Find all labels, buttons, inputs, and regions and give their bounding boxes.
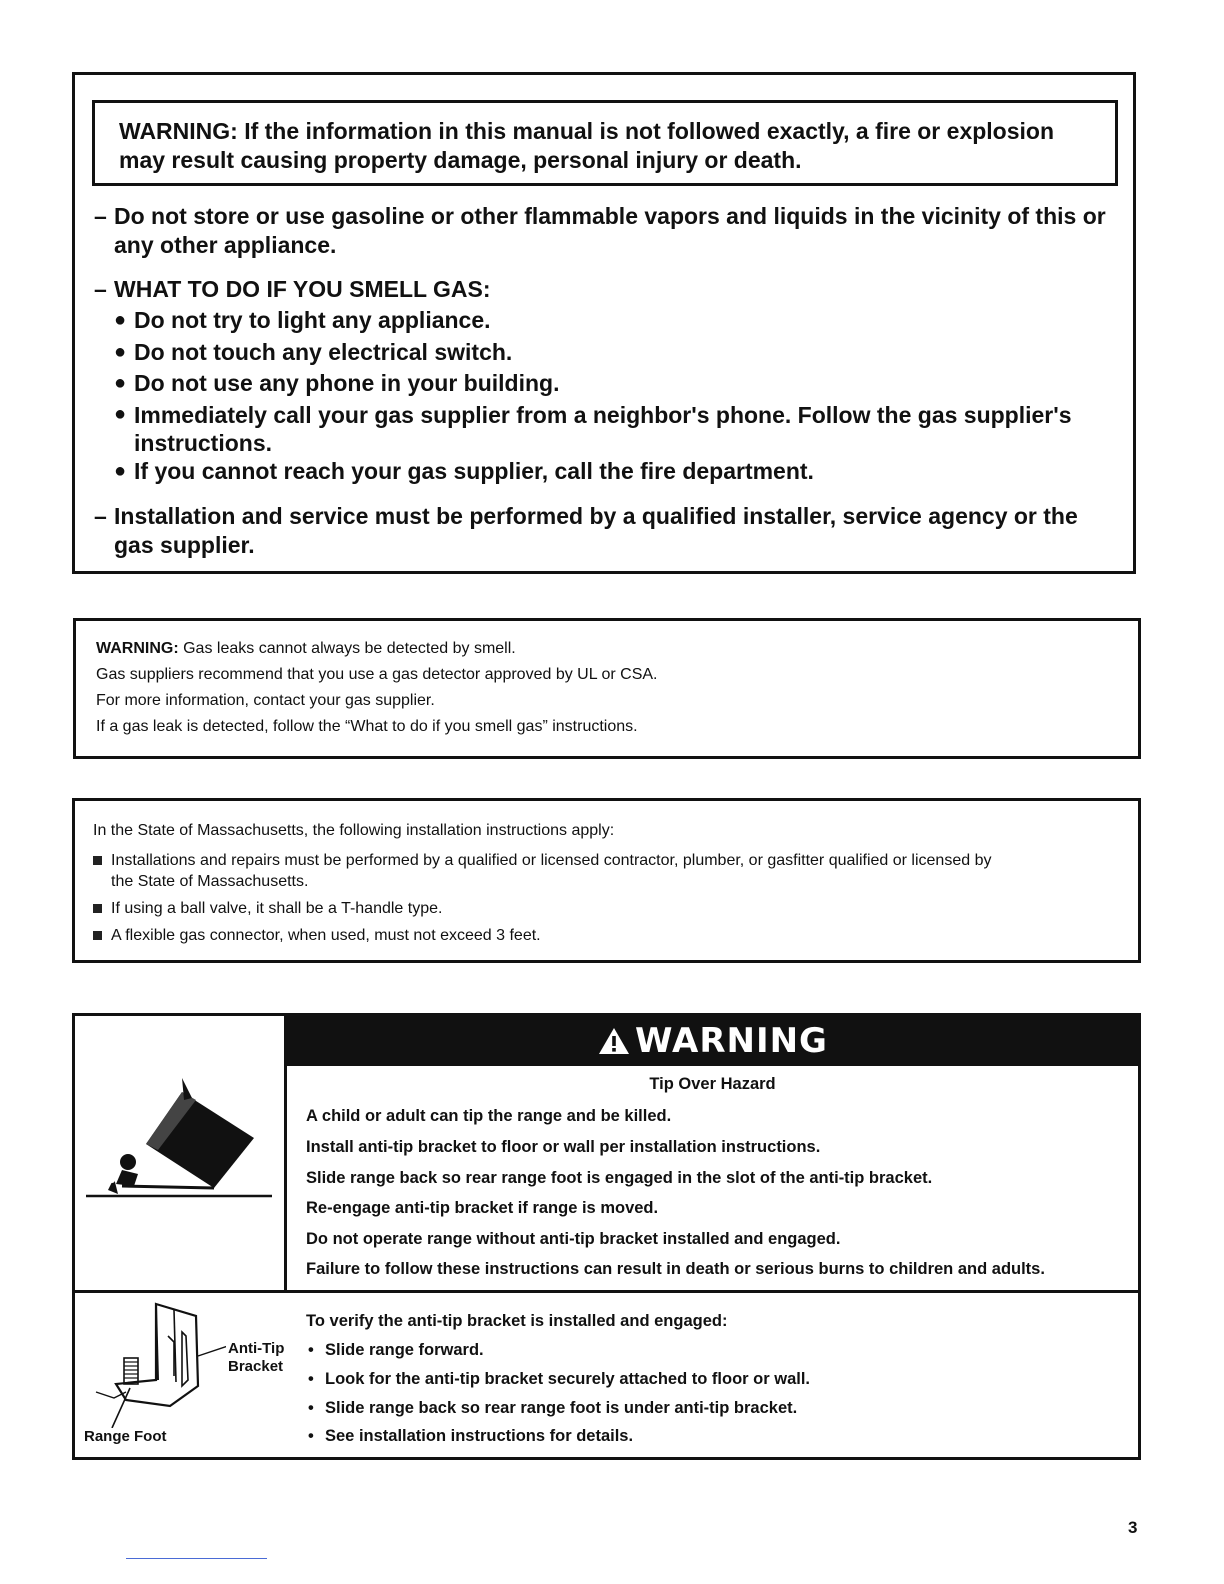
bullet-item: ● Do not use any phone in your building.: [114, 370, 560, 396]
tip-over-line: Slide range back so rear range foot is engaged in the slot of the anti-tip bracket.: [306, 1169, 933, 1187]
warning-banner: WARNING: [287, 1016, 1138, 1066]
tip-over-line: Re-engage anti-tip bracket if range is moved.: [306, 1199, 659, 1217]
tip-over-line: Failure to follow these instructions can result in death or serious burns to children and adults.: [306, 1260, 1045, 1278]
tip-over-line: Do not operate range without anti-tip bracket installed and engaged.: [306, 1230, 841, 1248]
bullet-item: ● If you cannot reach your gas supplier, call the fire department.: [114, 458, 814, 484]
divider: [72, 1290, 1141, 1293]
page-number: 3: [1128, 1518, 1138, 1537]
massachusetts-item: Installations and repairs must be performed by a qualified or licensed contractor, plumber, or gasfitter qualified or licensed by: [111, 852, 992, 869]
fire-explosion-warning-text: WARNING: If the information in this manual is not followed exactly, a fire or explosion may result causing property damage, personal injury or death.: [119, 118, 1055, 173]
gas-leak-line: If a gas leak is detected, follow the “What to do if you smell gas” instructions.: [96, 718, 638, 735]
gas-leak-warning-box: [73, 618, 1141, 759]
bullet-item: ● Immediately call your gas supplier from a neighbor's phone. Follow the gas supplier's instructions.: [114, 402, 1072, 456]
tip-over-heading: Tip Over Hazard: [649, 1075, 776, 1093]
massachusetts-intro: In the State of Massachusetts, the following installation instructions apply:: [93, 822, 615, 839]
item-flammable-vapors: – Do not store or use gasoline or other flammable vapors and liquids in the vicinity of this or any other appliance.: [94, 203, 1106, 258]
footer-rule: [126, 1558, 267, 1559]
massachusetts-item: If using a ball valve, it shall be a T-handle type.: [111, 900, 443, 917]
massachusetts-box: [72, 798, 1141, 963]
verify-item: • Slide range back so rear range foot is under anti-tip bracket.: [308, 1399, 798, 1417]
gas-leak-line: Gas suppliers recommend that you use a gas detector approved by UL or CSA.: [96, 666, 658, 683]
warning-triangle-icon: [597, 1026, 631, 1056]
tip-over-line: Install anti-tip bracket to floor or wall per installation instructions.: [306, 1138, 821, 1156]
square-bullet-icon: [93, 904, 102, 913]
range-foot-label: Range Foot: [84, 1428, 167, 1445]
bullet-item: ● Do not try to light any appliance.: [114, 307, 491, 333]
tip-over-line: A child or adult can tip the range and be killed.: [306, 1107, 672, 1125]
anti-tip-bracket-illustration: [86, 1296, 226, 1428]
item-installation-service: – Installation and service must be performed by a qualified installer, service agency or the gas supplier.: [94, 503, 1078, 558]
square-bullet-icon: [93, 856, 102, 865]
item-smell-gas: – WHAT TO DO IF YOU SMELL GAS:: [94, 276, 491, 302]
range-tip-over-illustration: [86, 1070, 276, 1202]
verify-item: • Slide range forward.: [308, 1341, 484, 1359]
gas-leak-line: For more information, contact your gas supplier.: [96, 692, 435, 709]
fire-explosion-warning: [92, 100, 1118, 186]
anti-tip-label: Bracket: [228, 1358, 284, 1375]
verify-item: • Look for the anti-tip bracket securely attached to floor or wall.: [308, 1370, 811, 1388]
verify-heading: To verify the anti-tip bracket is installed and engaged:: [306, 1312, 728, 1330]
massachusetts-item: the State of Massachusetts.: [111, 873, 309, 890]
anti-tip-label: Anti-Tip: [228, 1340, 285, 1357]
gas-leak-line: WARNING: Gas leaks cannot always be detected by smell.: [96, 640, 516, 657]
bullet-item: ● Do not touch any electrical switch.: [114, 339, 513, 365]
square-bullet-icon: [93, 931, 102, 940]
verify-item: • See installation instructions for details.: [308, 1427, 634, 1445]
massachusetts-item: A flexible gas connector, when used, must not exceed 3 feet.: [111, 927, 541, 944]
